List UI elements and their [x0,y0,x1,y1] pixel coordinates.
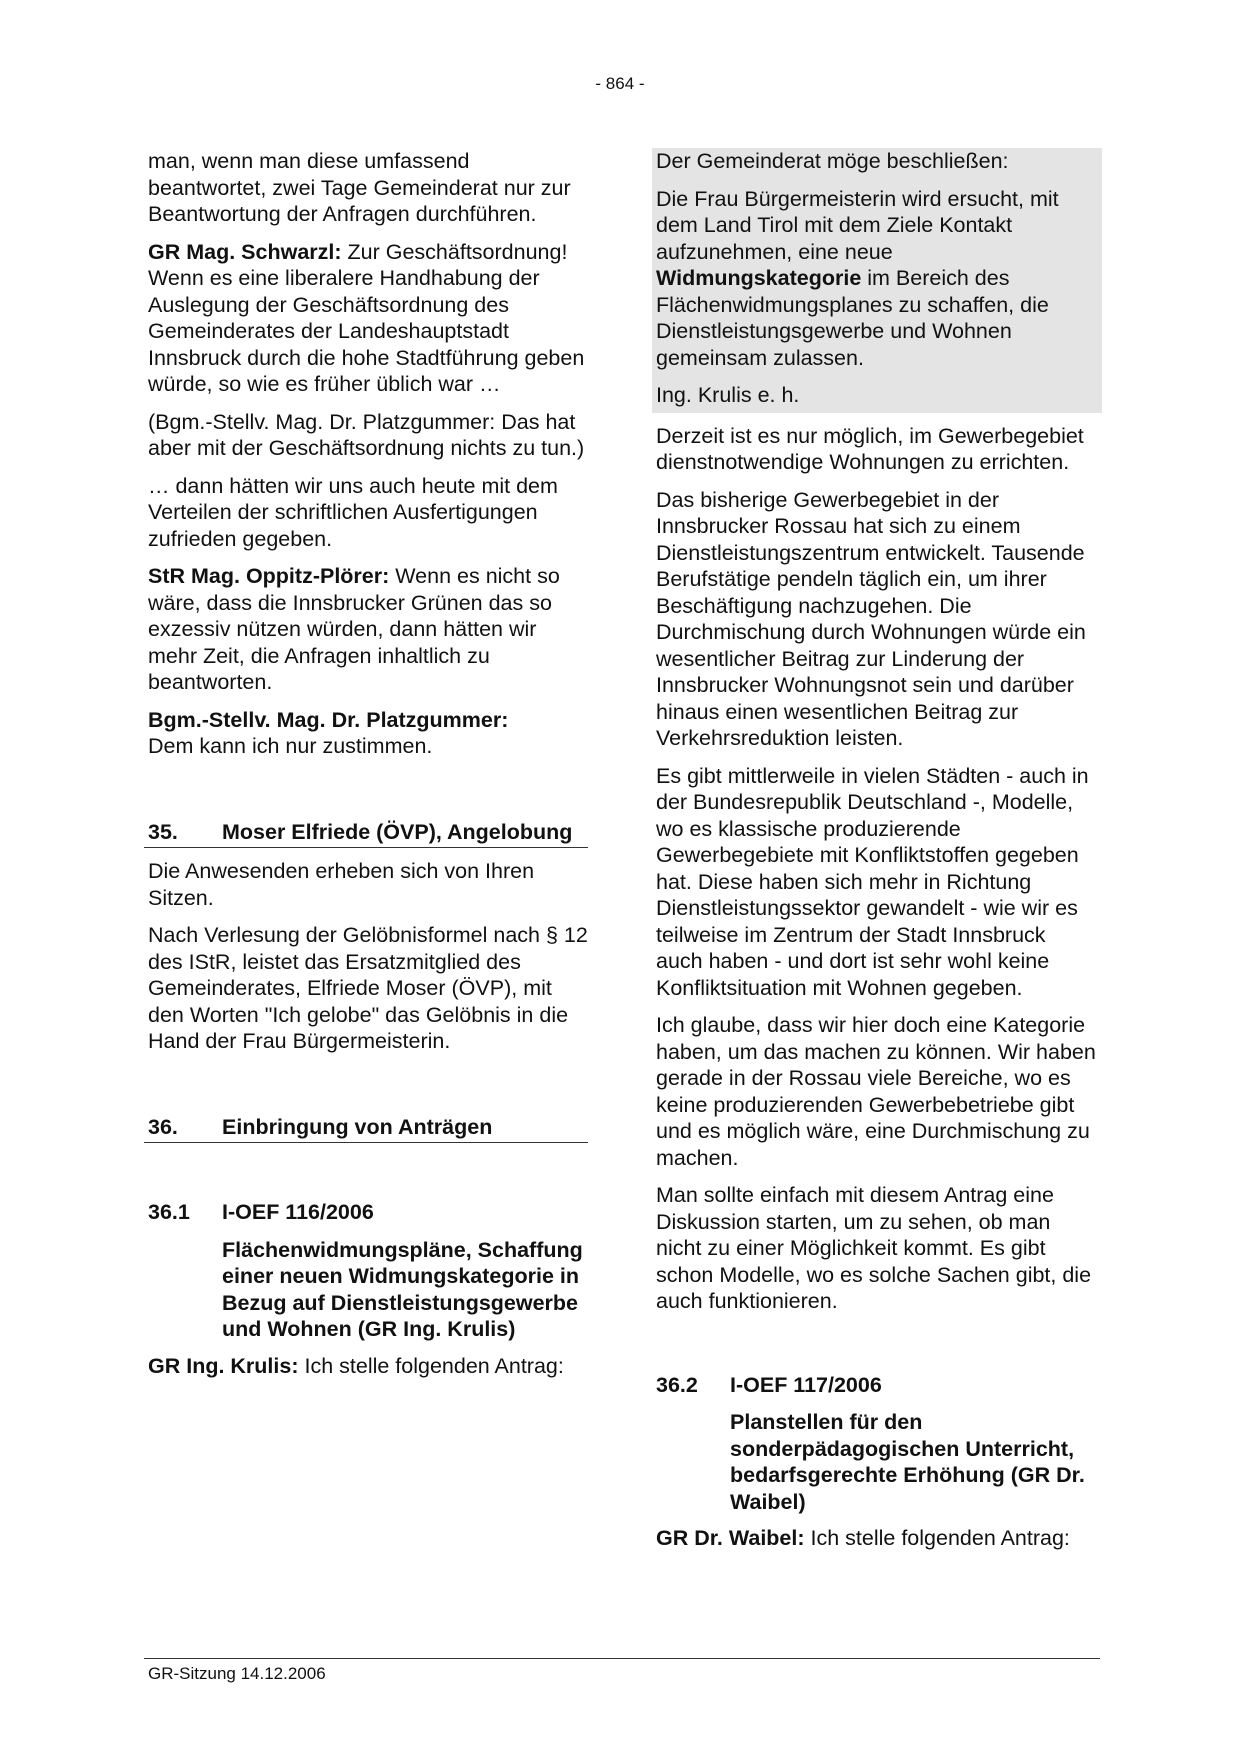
agenda-item-36-2-heading [656,1372,1096,1399]
motion-signature: Ing. Krulis e. h. [656,383,800,407]
agenda-item-35-heading [144,819,588,849]
footer-divider [144,1658,1100,1659]
motion-box [652,148,1102,413]
agenda-item-36-heading [144,1114,588,1144]
agenda-item-number: 36.1 [148,1200,190,1224]
speech-text: Ich stelle folgenden Antrag: [810,1526,1070,1550]
speech-text: Zur Geschäftsordnung! Wenn es eine liberalere Handhabung der Auslegung der Geschäftsordnung des Gemeinderates der Landeshauptstadt Innsbruck durch die hohe Stadtführung geben würde, so wie es früher üblich war … [148,239,585,396]
motion-code: I-OEF 116/2006 [222,1200,374,1224]
paragraph: man, wenn man diese umfassend beantwortet, zwei Tage Gemeinderat nur zur Beantwortung der Anfragen durchführen. [148,149,571,226]
paragraph: Es gibt mittlerweile in vielen Städten - auch in der Bundesrepublik Deutschland -, Modelle, wo es klassische produzierende Gewerbegebiete mit Konfliktstoffen gegeben hat. Diese haben sich mehr in Richtung Dienstleistungssektor gewandelt - wie wir es teilweise im Zentrum der Stadt Innsbruck auch haben - und dort ist sehr wohl keine Konfliktsituation mit Wohnen gegeben. [656,763,1089,1000]
speech-schwarzl [148,239,588,398]
speech-text: Dem kann ich nur zustimmen. [148,734,433,758]
agenda-item-title: Moser Elfriede (ÖVP), Angelobung [222,819,573,844]
interjection: (Bgm.-Stellv. Mag. Dr. Platzgummer: Das hat aber mit der Geschäftsordnung nichts zu tun.) [148,409,585,460]
motion-intro: Der Gemeinderat möge beschließen: [656,149,1009,173]
paragraph: Derzeit ist es nur möglich, im Gewerbegebiet dienstnotwendige Wohnungen zu errichten. [656,423,1084,474]
paragraph: Die Anwesenden erheben sich von Ihren Sitzen. [148,859,535,910]
speech-oppitz-ploerer [148,563,588,696]
agenda-item-number: 36. [148,1114,178,1139]
agenda-item-36-1-heading [148,1199,588,1226]
motion-text-part: im Bereich des Flächenwidmungsplanes zu schaffen, die Dienstleistungsgewerbe und Wohnen gemeinsam zulassen. [656,266,1049,370]
speech-platzgummer [148,707,588,760]
speaker-name: GR Ing. Krulis: [148,1353,299,1378]
speech-text: Wenn es nicht so wäre, dass die Innsbrucker Grünen das so exzessiv nützen würden, dann hätten wir mehr Zeit, die Anfragen inhaltlich zu beantworten. [148,564,560,694]
motion-text-part: Die Frau Bürgermeisterin wird ersucht, mit dem Land Tirol mit dem Ziele Kontakt aufzunehmen, eine neue [656,186,1059,264]
speaker-name: GR Dr. Waibel: [656,1526,805,1550]
agenda-item-number: 36.2 [656,1372,698,1397]
motion-title: Flächenwidmungspläne, Schaffung einer neuen Widmungskategorie in Bezug auf Dienstleistungsgewerbe und Wohnen (GR Ing. Krulis) [222,1237,583,1341]
speech-text: Ich stelle folgenden Antrag: [304,1353,564,1378]
paragraph: … dann hätten wir uns auch heute mit dem Verteilen der schriftlichen Ausfertigungen zufrieden gegeben. [148,473,558,551]
agenda-item-number: 35. [148,819,178,844]
speaker-name: Bgm.-Stellv. Mag. Dr. Platzgummer: [148,707,509,732]
agenda-item-title: Einbringung von Anträgen [222,1114,493,1139]
motion-code: I-OEF 117/2006 [730,1372,882,1397]
paragraph: Ich glaube, dass wir hier doch eine Kategorie haben, um das machen zu können. Wir haben gerade in der Rossau viele Bereiche, wo es keine produzierenden Gewerbebetriebe gibt und es möglich wäre, eine Durchmischung zu machen. [656,1013,1096,1170]
paragraph: Nach Verlesung der Gelöbnisformel nach § 12 des IStR, leistet das Ersatzmitglied des Gemeinderates, Elfriede Moser (ÖVP), mit den Worten "Ich gelobe" das Gelöbnis in die Hand der Frau Bürgermeisterin. [148,923,588,1053]
speaker-name: StR Mag. Oppitz-Plörer: [148,564,390,588]
speech-waibel [656,1525,1096,1552]
motion-text [656,186,1096,372]
left-column [148,148,588,1390]
right-column [656,148,1096,1563]
speech-krulis [148,1353,588,1380]
motion-highlight: Widmungskategorie [656,266,862,290]
paragraph: Man sollte einfach mit diesem Antrag eine Diskussion starten, um zu sehen, ob man nicht zu einer Möglichkeit kommt. Es gibt schon Modelle, wo es solche Sachen gibt, die auch funktionieren. [656,1183,1092,1313]
speaker-name: GR Mag. Schwarzl: [148,239,342,264]
motion-title: Planstellen für den sonderpädagogischen Unterricht, bedarfsgerechte Erhöhung (GR Dr. Waibel) [730,1410,1085,1514]
paragraph: Das bisherige Gewerbegebiet in der Innsbrucker Rossau hat sich zu einem Dienstleistungszentrum entwickelt. Tausende Berufstätige pendeln täglich ein, um ihrer Beschäftigung nachzugehen. Die Durchmischung durch Wohnungen würde ein wesentlicher Beitrag zur Linderung der Innsbrucker Wohnungsnot sein und darüber hinaus einen wesentlichen Beitrag zur Verkehrsreduktion leisten. [656,487,1086,750]
page-number: - 864 - [595,74,645,93]
footer-session-date: GR-Sitzung 14.12.2006 [148,1664,326,1683]
